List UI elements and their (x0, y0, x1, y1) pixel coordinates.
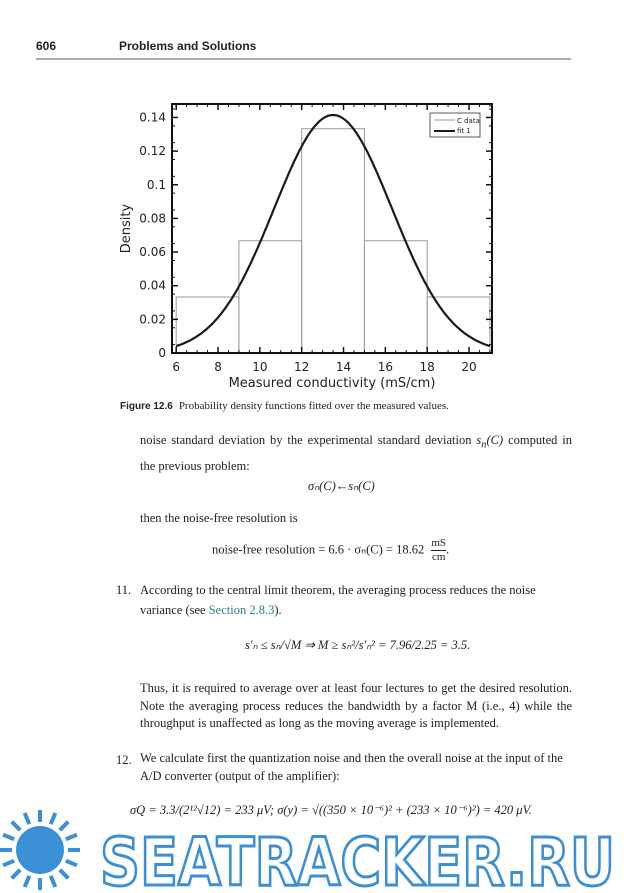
p1-end: computed in the previous problem: (140, 433, 573, 473)
histogram-bar (176, 297, 239, 353)
fit-curve (176, 115, 490, 346)
y-tick-label: 0 (158, 346, 166, 360)
equation-2: noise-free resolution = 6.6 · σₙ(C) = 18.62 $\frac{mS}{cm}$ . (212, 537, 450, 563)
x-axis-label: Measured conductivity (mS/cm) (228, 376, 436, 391)
sun-icon (0, 810, 80, 890)
histogram-bar (427, 297, 490, 353)
y-tick-label: 0.12 (139, 144, 166, 159)
item-11 (140, 580, 572, 620)
x-tick-label: 14 (335, 360, 352, 374)
equation-3: s′ₙ ≤ sₙ/√M ⇒ M ≥ sₙ²/s′ₙ² = 7.96/2.25 = 3.5. (245, 638, 471, 652)
eq2-num: mS (431, 537, 447, 549)
figure-caption (120, 400, 449, 412)
watermark-logo (0, 790, 624, 893)
y-tick-label: 0.14 (139, 110, 166, 125)
legend-label: C data (457, 117, 480, 125)
figure-label: Figure 12.6 (120, 401, 173, 412)
item11-end: ). (274, 603, 282, 617)
y-tick-label: 0.06 (139, 245, 166, 260)
p1-arg: (C) (486, 433, 504, 447)
y-tick-label: 0.04 (139, 278, 166, 293)
item-12: We calculate first the quantization noise and then the overall noise at the input of the A/D converter (output of the amplifier): (140, 751, 563, 783)
y-axis-label: Density (119, 203, 134, 254)
y-tick-label: 0.08 (139, 211, 166, 226)
x-tick-label: 16 (377, 360, 393, 374)
svg-text:SEATRACKER.RU: SEATRACKER.RU (100, 824, 615, 893)
density-chart (110, 90, 510, 400)
histogram-bar (364, 241, 427, 353)
legend-label: fit 1 (457, 127, 471, 135)
histogram-bar (239, 241, 302, 353)
section-link[interactable]: Section 2.8.3 (208, 603, 275, 617)
item-11-number: 11. (116, 583, 132, 597)
page-number: 606 (36, 39, 57, 53)
item-12-number: 12. (116, 753, 132, 767)
x-tick-label: 6 (172, 360, 181, 374)
y-tick-label: 0.1 (146, 177, 166, 192)
item11-text: According to the central limit theorem, the averaging process reduces the noise variance (see (140, 583, 536, 617)
y-tick-label: 0.02 (139, 312, 166, 327)
paragraph-1 (140, 430, 572, 476)
p1-text: noise standard deviation by the experimental standard deviation (140, 433, 472, 447)
caption-text: Probability density functions fitted over the measured values. (178, 400, 449, 412)
running-title: Problems and Solutions (119, 39, 257, 53)
paragraph-3: Thus, it is required to average over at least four lectures to get the desired resolution. Note the averaging process reduces the bandwidth by a factor M (i.e., 4) while the throughput is unaffected as long as the moving average is implemented. (140, 681, 572, 730)
x-tick-label: 12 (294, 360, 310, 374)
paragraph-2: then the noise-free resolution is (140, 511, 298, 525)
x-tick-label: 10 (252, 360, 268, 374)
p1-sub: n (481, 439, 487, 451)
histogram-bar (302, 129, 365, 353)
x-tick-label: 20 (461, 360, 477, 374)
x-tick-label: 8 (214, 360, 222, 374)
equation-4: σQ = 3.3/(2¹²√12) = 233 μV; σ(y) = √((350 × 10⁻⁶)² + (233 × 10⁻⁶)²) = 420 μV. (130, 803, 532, 817)
header-rule (36, 58, 571, 60)
eq2-den: cm (431, 551, 446, 563)
eq2-left: noise-free resolution = 6.6 · σₙ(C) = 18.62 (212, 542, 425, 557)
equation-1: σₙ(C)←sₙ(C) (308, 479, 375, 493)
x-tick-label: 18 (419, 360, 435, 374)
p1-symbol: s (476, 433, 482, 447)
